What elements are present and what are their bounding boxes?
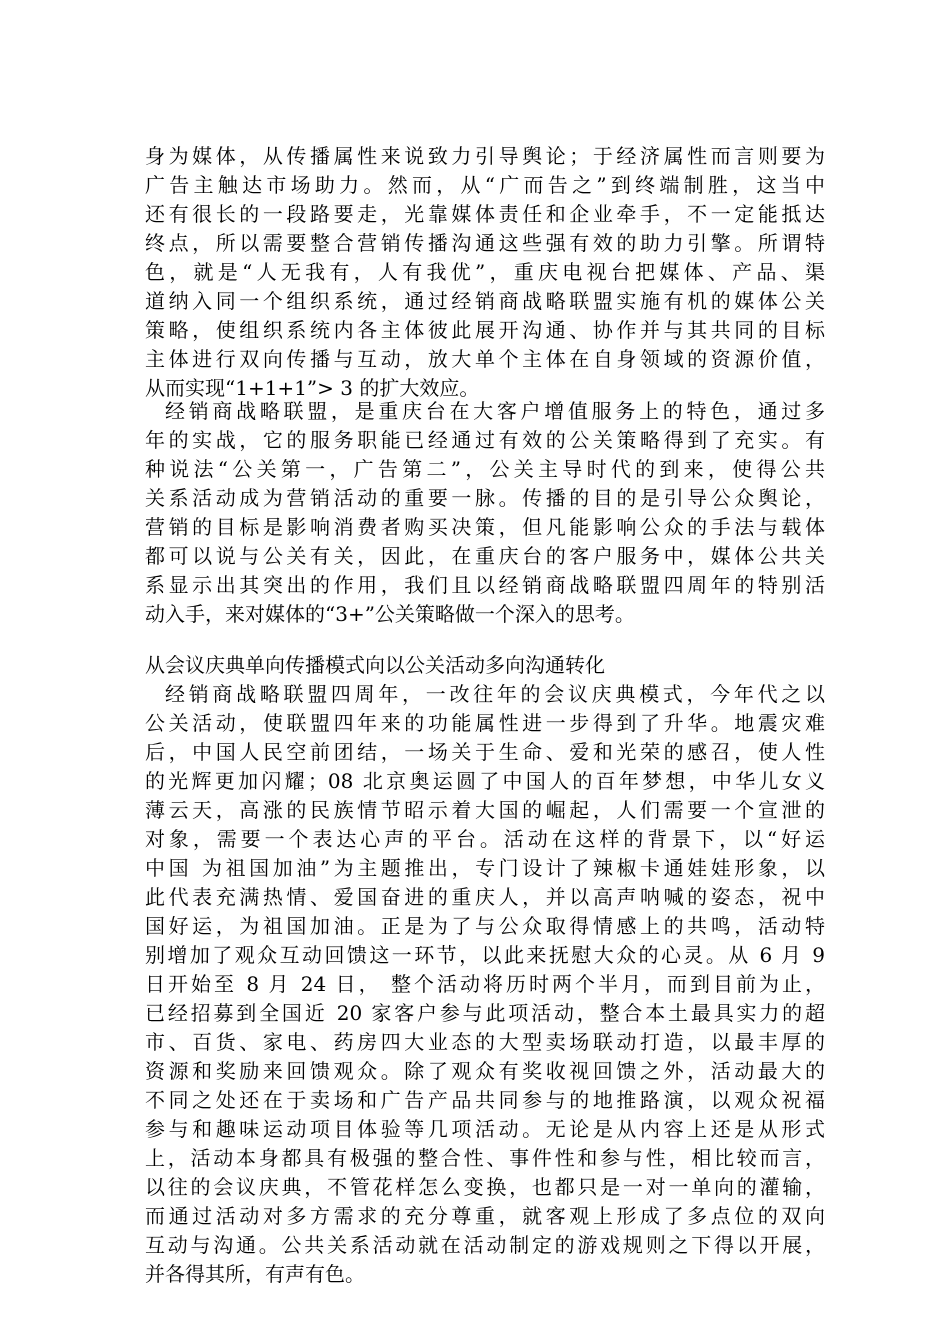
paragraph-line: 后，中国人民空前团结，一场关于生命、爱和光荣的感召，使人性 xyxy=(145,740,825,764)
paragraph-line: 以往的会议庆典，不管花样怎么变换，也都只是一对一单向的灌输， xyxy=(145,1175,825,1199)
paragraph-line: 对象，需要一个表达心声的平台。活动在这样的背景下，以“好运 xyxy=(145,827,825,851)
paragraph-line: 系显示出其突出的作用，我们且以经销商战略联盟四周年的特别活 xyxy=(145,573,825,597)
paragraph-line: 的光辉更加闪耀；08 北京奥运圆了中国人的百年梦想，中华儿女义 xyxy=(145,769,825,793)
paragraph-3 xyxy=(145,680,825,1289)
paragraph-line: 别增加了观众互动回馈这一环节，以此来抚慰大众的心灵。从 6 月 9 xyxy=(145,943,825,967)
paragraph-line: 资源和奖励来回馈观众。除了观众有奖收视回馈之外，活动最大的 xyxy=(145,1059,825,1083)
paragraph-line: 营销的目标是影响消费者购买决策，但凡能影响公众的手法与载体 xyxy=(145,515,825,539)
paragraph-line: 还有很长的一段路要走，光靠媒体责任和企业牵手，不一定能抵达 xyxy=(145,202,825,226)
paragraph-line: 互动与沟通。公共关系活动就在活动制定的游戏规则之下得以开展， xyxy=(145,1233,825,1257)
paragraph-line: 中国 为祖国加油”为主题推出，专门设计了辣椒卡通娃娃形象，以 xyxy=(145,856,825,880)
paragraph-2 xyxy=(145,397,825,629)
paragraph-line: 策略，使组织系统内各主体彼此展开沟通、协作并与其共同的目标 xyxy=(145,318,825,342)
paragraph-line: 身为媒体，从传播属性来说致力引导舆论；于经济属性而言则要为 xyxy=(145,144,825,168)
paragraph-line: 道纳入同一个组织系统，通过经销商战略联盟实施有机的媒体公关 xyxy=(145,289,825,313)
paragraph-line: 并各得其所，有声有色。 xyxy=(145,1262,365,1286)
paragraph-1 xyxy=(145,142,825,403)
paragraph-line: 市、百货、家电、药房四大业态的大型卖场联动打造，以最丰厚的 xyxy=(145,1030,825,1054)
paragraph-line: 日开始至 8 月 24 日， 整个活动将历时两个半月，而到目前为止， xyxy=(145,972,825,996)
paragraph-line: 广告主触达市场助力。然而，从“广而告之”到终端制胜，这当中 xyxy=(145,173,825,197)
paragraph-line: 不同之处还在于卖场和广告产品共同参与的地推路演，以观众祝福 xyxy=(145,1088,825,1112)
paragraph-line: 薄云天，高涨的民族情节昭示着大国的崛起，人们需要一个宣泄的 xyxy=(145,798,825,822)
paragraph-line: 从而实现“1+1+1”> 3 的扩大效应。 xyxy=(145,376,480,400)
paragraph-line: 都可以说与公关有关，因此，在重庆台的客户服务中，媒体公共关 xyxy=(145,544,825,568)
paragraph-line: 此代表充满热情、爱国奋进的重庆人，并以高声呐喊的姿态，祝中 xyxy=(145,885,825,909)
section-heading xyxy=(145,651,825,680)
paragraph-line: 种说法“公关第一，广告第二”，公关主导时代的到来，使得公共 xyxy=(145,457,825,481)
paragraph-line: 动入手，来对媒体的“3+”公关策略做一个深入的思考。 xyxy=(145,602,635,626)
paragraph-line: 关系活动成为营销活动的重要一脉。传播的目的是引导公众舆论， xyxy=(145,486,825,510)
paragraph-line: 经销商战略联盟四周年，一改往年的会议庆典模式，今年代之以 xyxy=(165,682,825,706)
paragraph-line: 上，活动本身都具有极强的整合性、事件性和参与性，相比较而言， xyxy=(145,1146,825,1170)
heading-text: 从会议庆典单向传播模式向以公关活动多向沟通转化 xyxy=(145,653,605,677)
paragraph-line: 公关活动，使联盟四年来的功能属性进一步得到了升华。地震灾难 xyxy=(145,711,825,735)
paragraph-line: 终点，所以需要整合营销传播沟通这些强有效的助力引擎。所谓特 xyxy=(145,231,825,255)
paragraph-line: 色，就是“人无我有，人有我优”，重庆电视台把媒体、产品、渠 xyxy=(145,260,825,284)
paragraph-line: 主体进行双向传播与互动，放大单个主体在自身领域的资源价值， xyxy=(145,347,825,371)
paragraph-line: 经销商战略联盟，是重庆台在大客户增值服务上的特色，通过多 xyxy=(165,399,825,423)
paragraph-line: 国好运，为祖国加油。正是为了与公众取得情感上的共鸣，活动特 xyxy=(145,914,825,938)
paragraph-line: 而通过活动对多方需求的充分尊重，就客观上形成了多点位的双向 xyxy=(145,1204,825,1228)
paragraph-line: 年的实战，它的服务职能已经通过有效的公关策略得到了充实。有 xyxy=(145,428,825,452)
paragraph-line: 参与和趣味运动项目体验等几项活动。无论是从内容上还是从形式 xyxy=(145,1117,825,1141)
paragraph-line: 已经招募到全国近 20 家客户参与此项活动，整合本土最具实力的超 xyxy=(145,1001,825,1025)
